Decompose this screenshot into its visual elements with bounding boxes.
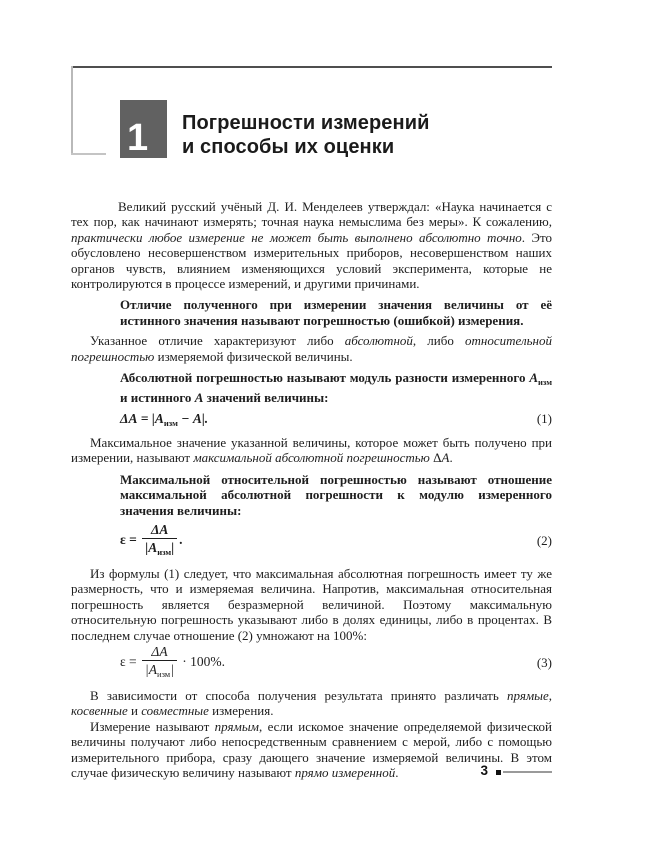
text-segment: A (529, 370, 539, 386)
text-segment: изм (538, 377, 552, 388)
text-segment: , (548, 687, 552, 703)
text-segment: практически любое измерение не может быть выполнено абсолютно точно (71, 229, 522, 245)
text-segment: . (449, 450, 453, 466)
text-segment: В зависимости от способа получения результата принято различать (90, 687, 507, 703)
chapter-number: 1 (127, 117, 149, 159)
formula (120, 645, 225, 681)
text-segment: ΔA (120, 410, 138, 426)
text-segment: совместные (141, 703, 209, 719)
text-segment: прямым (214, 718, 259, 734)
text-segment: Максимальной относительной погрешностью называют отношение максимальной абсолютной погрешности к модулю измеренного значения величины: (120, 471, 552, 518)
formula-number: (3) (536, 654, 552, 670)
text-segment: относительной погрешностью (71, 333, 552, 364)
text-segment: максимальной абсолютной погрешностью (193, 450, 430, 466)
text-segment: , если искомое значение определяемой физической величины получают либо непосредственным сравнением с мерой, либо с помощью измерительного прибора, сразу дающего значение измеряемой величины. В этом случае физическую величину называют (71, 718, 552, 780)
text-segment: Абсолютной погрешностью называют модуль разности измеренного (120, 370, 530, 386)
paragraph (71, 688, 552, 719)
footer-rule (503, 771, 552, 773)
text-segment: Отличие полученного при измерении значения величины от её истинного значения называют погрешностью (ошибкой) измерения. (120, 297, 552, 328)
header-bottom-rule (71, 153, 106, 155)
text-segment: A (441, 450, 450, 466)
fraction (142, 523, 177, 559)
formula-number: (1) (536, 411, 552, 427)
formula-row (71, 523, 552, 559)
chapter-title-line2: и способы их оценки (182, 136, 395, 158)
formula-row (71, 645, 552, 681)
text-segment: | (171, 539, 175, 555)
paragraph (71, 199, 552, 291)
text-segment: ΔA (150, 521, 169, 537)
page-footer (71, 763, 552, 778)
text-segment: и истинного (120, 390, 195, 406)
text-segment: A (194, 390, 204, 406)
chapter-title-line1: Погрешности измерений (182, 112, 430, 134)
text-segment: косвенные (71, 703, 128, 719)
formula-row (71, 411, 552, 428)
text-segment: измеряемой физической величины. (154, 348, 353, 364)
header-top-rule (71, 66, 552, 68)
paragraph (120, 297, 552, 328)
text-segment: . (395, 764, 399, 780)
text-segment: измерения. (208, 703, 274, 719)
text-segment: ε = (120, 654, 141, 670)
text-segment: · 100%. (178, 654, 226, 670)
text-segment: изм (157, 668, 171, 679)
page-number: 3 (480, 763, 488, 778)
text-segment: | (170, 661, 174, 677)
text-segment: = (137, 410, 152, 426)
fraction (142, 645, 177, 681)
text-segment: |A (145, 661, 158, 677)
text-segment: Измерение называют (90, 718, 215, 734)
formula (120, 523, 183, 559)
body-blocks (71, 199, 552, 780)
text-segment: Δ (429, 450, 442, 466)
text-segment: , либо (412, 333, 466, 349)
text-segment: − A|. (177, 410, 209, 426)
footer-square-marker (496, 770, 501, 775)
text-segment: . (179, 532, 183, 547)
text-segment: |A (145, 539, 158, 555)
text-segment: Великий русский учёный Д. И. Менделеев утверждал: «Наука начинается с тех пор, как начинают измерять; точная наука немыслима без меры». К сожалению, (71, 199, 552, 230)
paragraph (71, 435, 552, 466)
text-segment: ΔA (151, 643, 168, 659)
text-segment: значений величины: (203, 390, 329, 406)
paragraph (120, 472, 552, 518)
paragraph (120, 370, 552, 406)
text-segment: Из формулы (1) следует, что максимальная абсолютная погрешность имеет ту же размерность, что и измеряемая величина. Напротив, максимальная относительная погрешность является безразмерной величиной. Поэтому максимальную относительную погрешность указывают либо в долях единицы, либо в процентах. В последнем случае отношение (2) умножают на 100%: (71, 565, 552, 643)
text-segment: абсолютной (344, 333, 413, 349)
text-segment: Указанное отличие характеризуют либо (90, 333, 345, 349)
text-segment: |A (151, 410, 164, 426)
text-segment: изм (163, 417, 178, 428)
chapter-title (182, 111, 430, 159)
formula (120, 411, 208, 428)
text-segment: . Это обусловлено несовершенством измерительных приборов, несовершенством наших органов чувств, влиянием изменяющихся условий эксперимента, которые не контролируются в процессе измерений, и другими причинами. (71, 229, 552, 292)
text-segment: прямые (507, 687, 549, 703)
formula-number: (2) (536, 532, 552, 548)
text-segment: Максимальное значение указанной величины, которое может быть получено при измерении, называют (71, 434, 552, 466)
text-segment: изм (157, 546, 172, 557)
paragraph (71, 333, 552, 364)
chapter-number-box (120, 100, 167, 158)
header-left-rule (71, 66, 73, 155)
text-segment: ε = (120, 532, 141, 547)
paragraph (71, 566, 552, 643)
text-segment: прямо измеренной (294, 764, 396, 780)
text-segment: и (127, 703, 142, 719)
